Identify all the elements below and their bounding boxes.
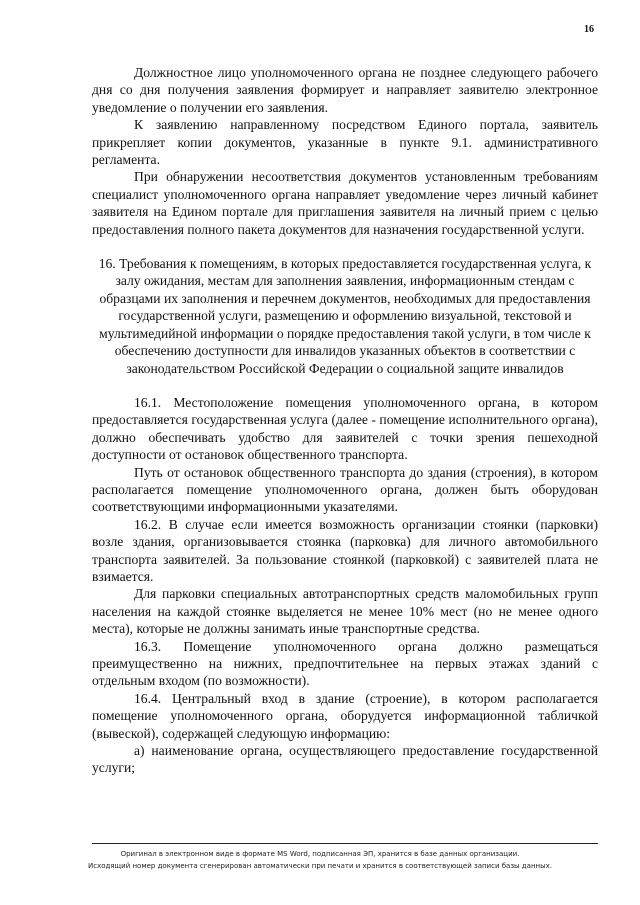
- section-heading: 16. Требования к помещениям, в которых предоставляется государственная услуга, к залу ожидания, местам для заполнения заявления, информационным стендам с образцами их заполнения и перечнем документов, необходимых для предоставления государственной услуги, размещению и оформлению визуальной, текстовой и мультимедийной информации о порядке предоставления такой услуги, в том числе к обеспечению доступности для инвалидов указанных объектов в соответствии с законодательством Российской Федерации о социальной защите инвалидов: [98, 256, 592, 376]
- page-number: 16: [584, 24, 594, 35]
- paragraph: Для парковки специальных автотранспортных средств маломобильных групп населения на каждой стоянке выделяется не менее 10% мест (но не менее одного места), которые не должны занимать иные транспортные средства.: [92, 586, 598, 637]
- footer-divider: [92, 843, 598, 844]
- paragraph: Путь от остановок общественного транспорта до здания (строения), в котором располагается помещение уполномоченного органа, должен быть оборудован соответствующими информационными указателями.: [92, 464, 598, 515]
- paragraph: 16.2. В случае если имеется возможность организации стоянки (парковки) возле здания, организовывается стоянка (парковка) для личного автомобильного транспорта заявителей. За пользование стоянкой (парковкой) с заявителей плата не взимается.: [92, 516, 598, 584]
- document-body: [92, 64, 598, 777]
- spacer: [92, 377, 598, 394]
- paragraph: 16.3. Помещение уполномоченного органа должно размещаться преимущественно на нижних, предпочтительнее на первых этажах зданий с отдельным входом (по возможности).: [92, 638, 598, 689]
- spacer: [92, 238, 598, 255]
- paragraph: а) наименование органа, осуществляющего предоставление государственной услуги;: [92, 743, 598, 776]
- paragraph: При обнаружении несоответствия документов установленным требованиям специалист уполномоченного органа направляет уведомление через личный кабинет заявителя на Едином портале для приглашения заявителя на личный прием с целью предоставления полного пакета документов для назначения государственной услуги.: [92, 169, 598, 237]
- paragraph: 16.4. Центральный вход в здание (строение), в котором располагается помещение уполномоченного органа, оборудуется информационной табличкой (вывеской), содержащей следующую информацию:: [92, 690, 598, 741]
- paragraph: К заявлению направленному посредством Единого портала, заявитель прикрепляет копии документов, указанные в пункте 9.1. административного регламента.: [92, 117, 598, 168]
- footer-line-1: Оригинал в электронном виде в формате MS Word, подписанная ЭП, хранится в базе данных организации.: [120, 850, 520, 858]
- paragraph: Должностное лицо уполномоченного органа не позднее следующего рабочего дня со дня получения заявления формирует и направляет заявителю электронное уведомление о получении его заявления.: [92, 65, 598, 115]
- footer: [60, 848, 580, 872]
- footer-line-2: Исходящий номер документа сгенерирован автоматически при печати и хранится в соответствующей записи базы данных.: [88, 862, 552, 870]
- paragraph: 16.1. Местоположение помещения уполномоченного органа, в котором предоставляется государственная услуга (далее - помещение исполнительного органа), должно обеспечивать удобство для заявителей с точки зрения пешеходной доступности от остановок общественного транспорта.: [92, 394, 598, 463]
